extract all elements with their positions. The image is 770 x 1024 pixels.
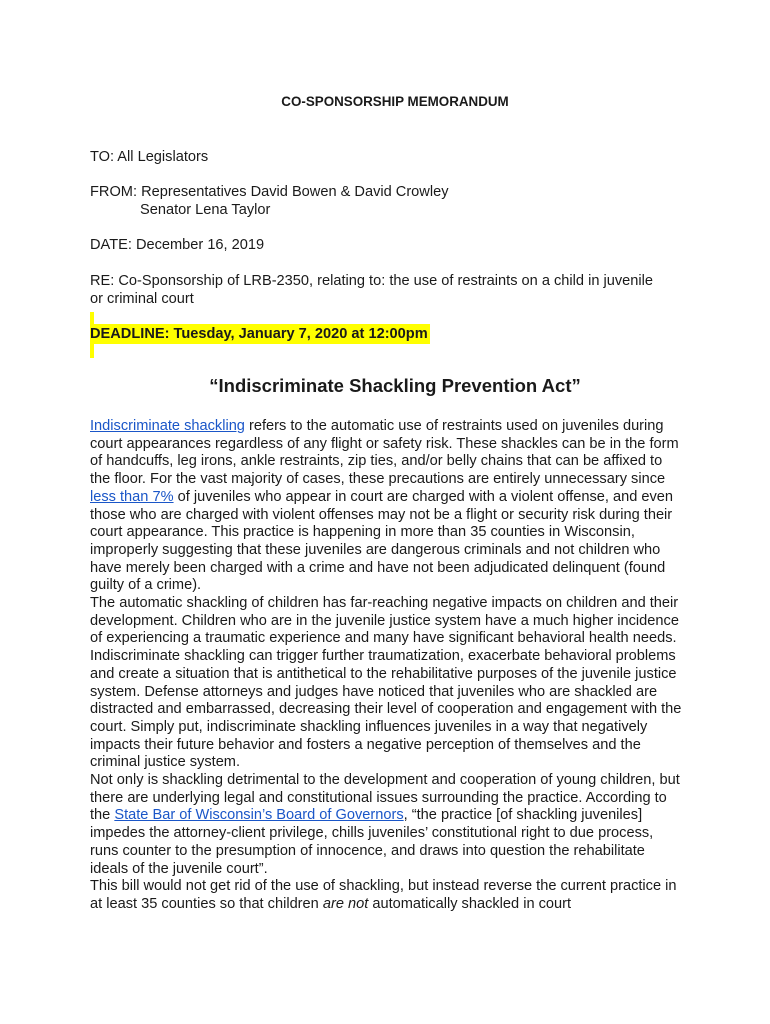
- memo-heading: CO-SPONSORSHIP MEMORANDUM: [281, 94, 509, 109]
- paragraph-3: Not only is shackling detrimental to the development and cooperation of young children, but there are underlying legal and constitutional issues surrounding the practice. According to the State Bar of Wisconsin’s Board of Governors, “the practice [of shackling juveniles] impedes the attorney-client privilege, chills juveniles’ constitutional right to due process, runs counter to the presumption of innocence, and draws into question the rehabilitate ideals of the juvenile court”.: [90, 772, 680, 877]
- date-line: DATE: December 16, 2019: [90, 237, 265, 253]
- from-line-2: Senator Lena Taylor: [140, 202, 271, 218]
- less-than-7-link[interactable]: less than 7%: [90, 488, 174, 505]
- state-bar-link[interactable]: State Bar of Wisconsin’s Board of Governors: [114, 807, 404, 824]
- deadline: DEADLINE: Tuesday, January 7, 2020 at 12:00pm: [90, 326, 428, 342]
- paragraph-2: The automatic shackling of children has far-reaching negative impacts on children and their development. Children who are in the juvenile justice system have a much higher incidence of experiencing a traumatic experience and many have significant behavioral health needs. Indiscriminate shackling can trigger further traumatization, exacerbate behavioral problems and create a situation that is antithetical to the rehabilitative purposes of the juvenile justice system. Defense attorneys and judges have noticed that juveniles who are shackled are distracted and embarrassed, decreasing their level of cooperation and engagement with the court. Simply put, indiscriminate shackling influences juveniles in a way that negatively impacts their future behavior and fosters a negative perception of themselves and the criminal justice system.: [90, 595, 682, 771]
- re-line: RE: Co-Sponsorship of LRB-2350, relating to: the use of restraints on a child in juvenile: [90, 273, 653, 289]
- re-line-2: or criminal court: [90, 291, 194, 307]
- from-line: FROM: Representatives David Bowen & David Crowley: [90, 184, 449, 200]
- indiscriminate-shackling-link[interactable]: Indiscriminate shackling: [90, 418, 245, 434]
- memo-body: [90, 418, 682, 914]
- paragraph-1: Indiscriminate shackling refers to the automatic use of restraints used on juveniles during court appearances regardless of any flight or safety risk. These shackles can be in the form of handcuffs, leg irons, ankle restraints, zip ties, and/or belly chains that can be affixed to the floor. For the vast majority of cases, these precautions are entirely unnecessary since less than 7% of juveniles who appear in court are charged with a violent offense, and even those who are charged with violent offenses may not be a flight or security risk during their court appearance. This practice is happening in more than 35 counties in Wisconsin, improperly suggesting that these juveniles are dangerous criminals and not children who have merely been charged with a crime and have not been adjudicated delinquent (found guilty of a crime).: [90, 418, 679, 594]
- paragraph-4: This bill would not get rid of the use of shackling, but instead reverse the current practice in at least 35 counties so that children are not automatically shackled in court: [90, 878, 677, 912]
- emphasis-are-not: are not: [322, 895, 369, 912]
- to-line: TO: All Legislators: [90, 149, 209, 165]
- act-title: “Indiscriminate Shackling Prevention Act”: [209, 375, 581, 396]
